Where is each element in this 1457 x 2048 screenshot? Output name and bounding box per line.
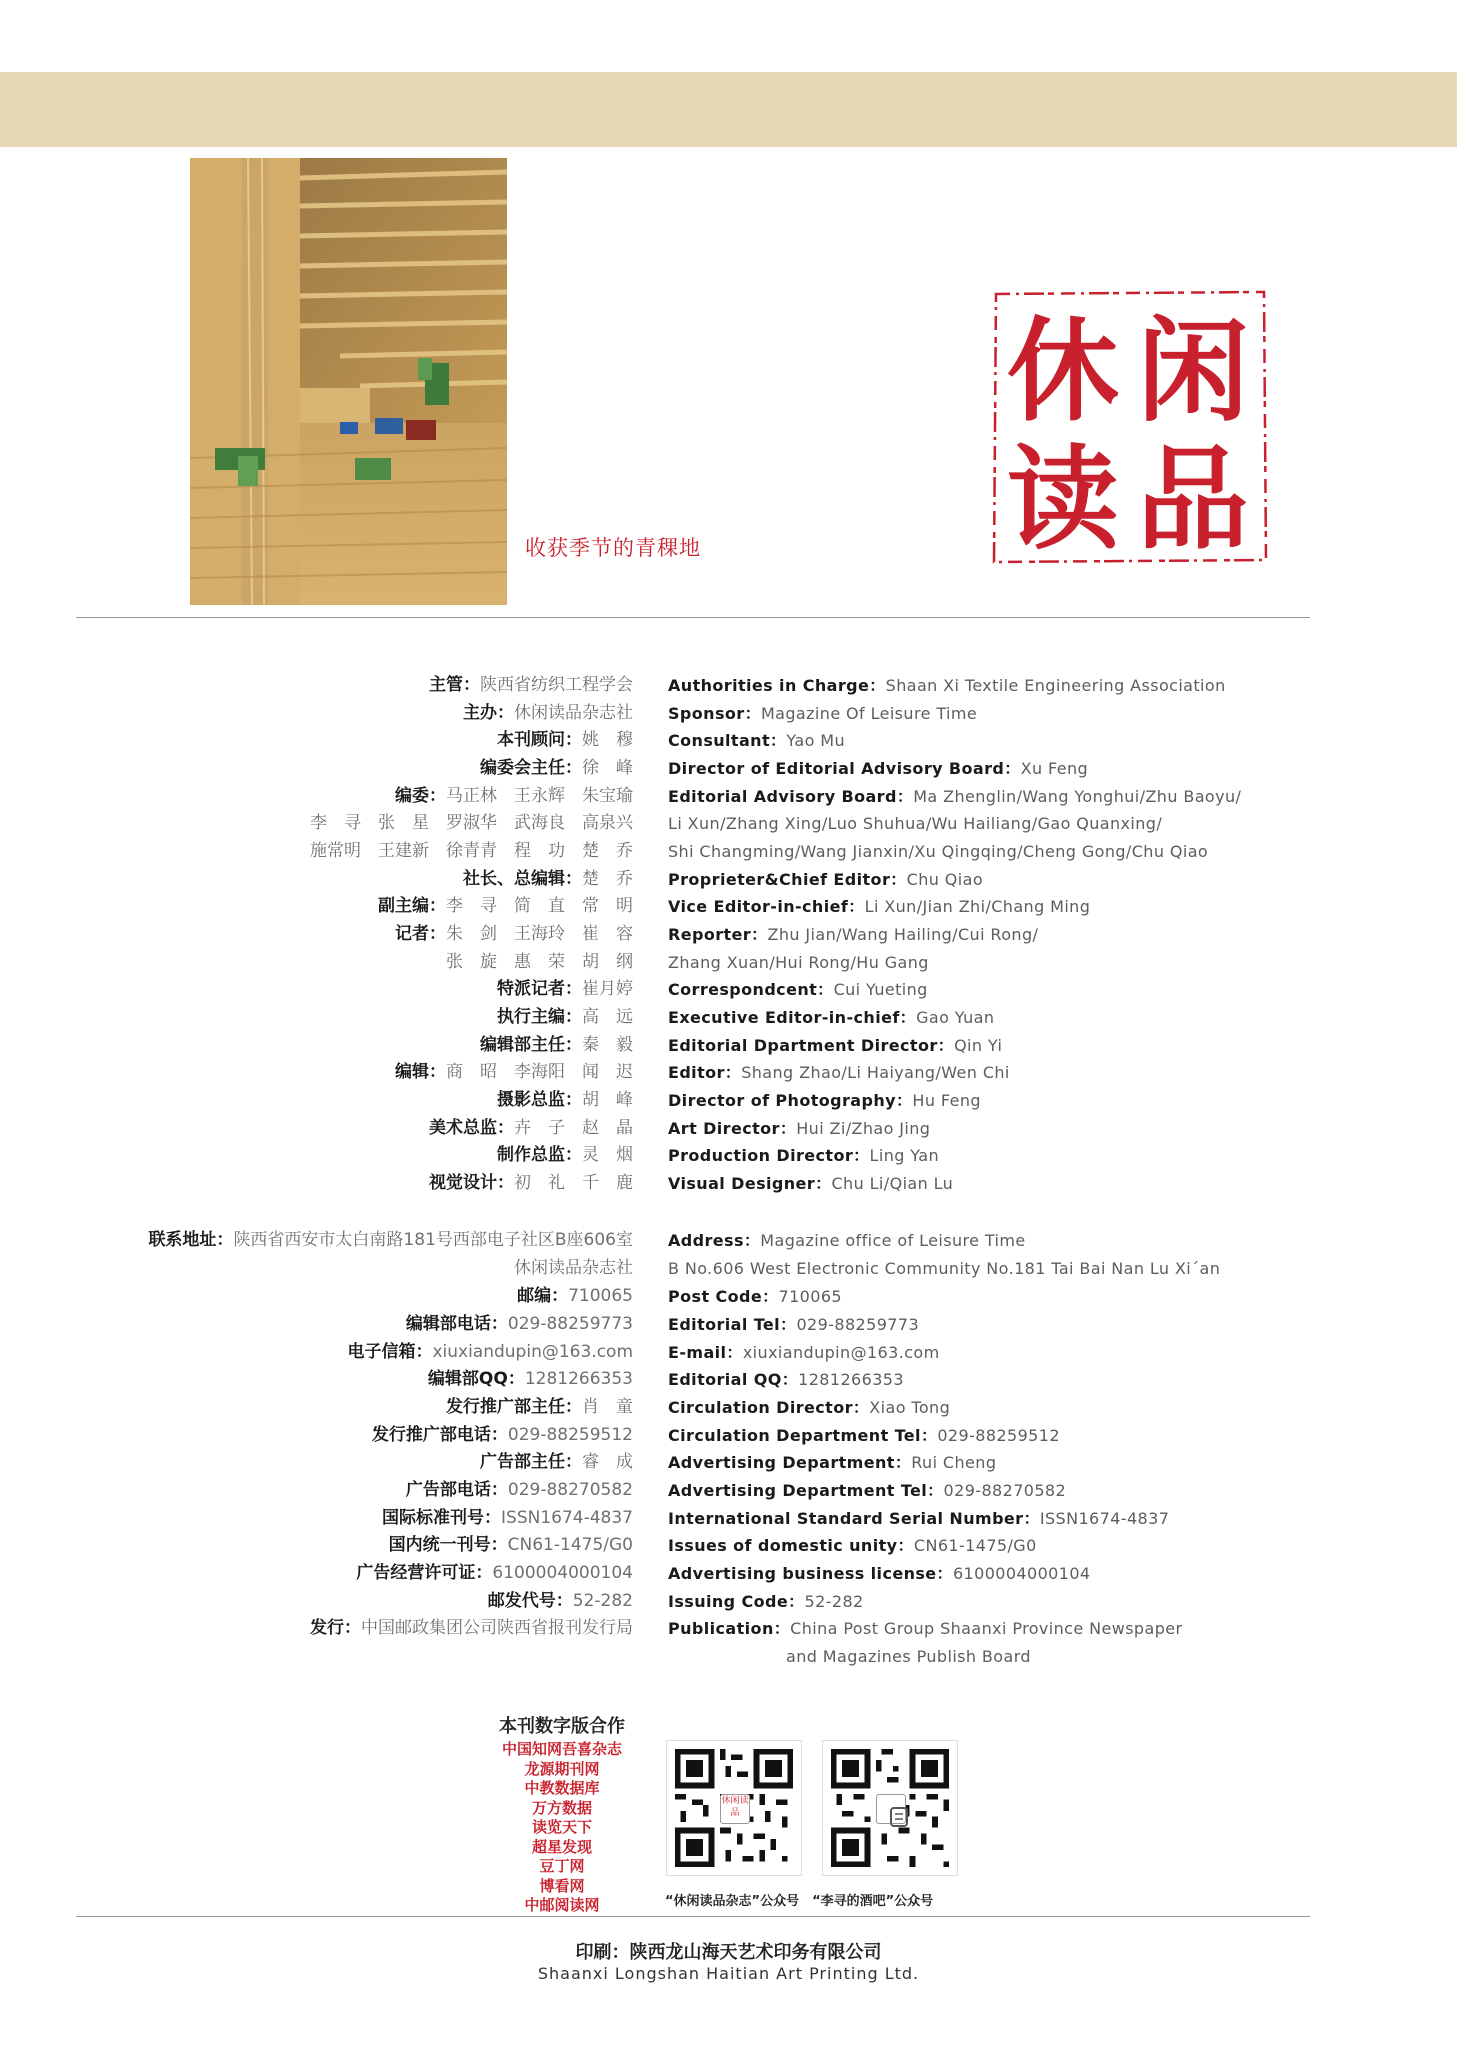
- contact-cn-row: 电子信箱：xiuxiandupin@163.com: [347, 1342, 633, 1362]
- masthead-cn-row: 编辑：商 昭 李海阳 闻 迟: [395, 1062, 633, 1082]
- contact-cn-row: 休闲读品杂志社: [514, 1258, 633, 1278]
- partner-link[interactable]: 博看网: [539, 1876, 585, 1895]
- contact-cn-row: 发行推广部主任：肖 童: [446, 1397, 633, 1417]
- harvest-field-illustration: [190, 158, 507, 605]
- seal-logo-art: [988, 288, 1272, 566]
- masthead-en-row: Proprieter&Chief Editor：Chu Qiao: [668, 870, 984, 889]
- qr-logo-leisure: 休闲读品: [720, 1794, 750, 1824]
- partner-link[interactable]: 中邮阅读网: [524, 1896, 600, 1914]
- svg-text:品: 品: [1137, 434, 1249, 565]
- masthead-cn-row: 记者：朱 剑 王海玲 崔 容: [395, 924, 633, 944]
- masthead-en-row: Sponsor：Magazine Of Leisure Time: [668, 704, 978, 723]
- qr-logo-seal-icon: [876, 1794, 906, 1824]
- top-divider: [76, 617, 1310, 618]
- contact-en-row: B No.606 West Electronic Community No.181 Tai Bai Nan Lu Xi´an: [668, 1259, 1221, 1278]
- partners-title: 本刊数字版合作: [499, 1716, 625, 1737]
- contact-cn-row: 发行推广部电话：029-88259512: [371, 1425, 633, 1445]
- masthead-en-row: Li Xun/Zhang Xing/Luo Shuhua/Wu Hailiang/Gao Quanxing/: [668, 814, 1163, 833]
- masthead-en-row: Vice Editor-in-chief：Li Xun/Jian Zhi/Chang Ming: [668, 897, 1091, 916]
- contact-cn-row: 国际标准刊号：ISSN1674-4837: [382, 1508, 633, 1528]
- masthead-en-row: Director of Photography：Hu Feng: [668, 1091, 981, 1110]
- partner-link[interactable]: 万方数据: [531, 1798, 592, 1817]
- contact-en-row: E-mail：xiuxiandupin@163.com: [668, 1343, 940, 1362]
- contact-en-row: International Standard Serial Number：ISSN1674-4837: [668, 1509, 1170, 1528]
- contact-en-row: Publication：China Post Group Shaanxi Province Newspaper: [668, 1619, 1183, 1638]
- partners-list: [477, 1740, 647, 1916]
- contact-cn-row: 编辑部QQ：1281266353: [427, 1369, 633, 1389]
- contact-en-row: Editorial QQ：1281266353: [668, 1370, 904, 1389]
- seal-logo: [988, 288, 1272, 566]
- qr-code-lixun-bar[interactable]: [822, 1740, 958, 1876]
- masthead-cn-row: 制作总监：灵 烟: [497, 1145, 633, 1165]
- seal-badge-icon: [885, 1803, 913, 1831]
- masthead-en-row: Executive Editor-in-chief：Gao Yuan: [668, 1008, 995, 1027]
- svg-text:读: 读: [1007, 434, 1119, 565]
- qr-code-leisure-magazine[interactable]: [666, 1740, 802, 1876]
- masthead-cn-row: 李 寻 张 星 罗淑华 武海良 高泉兴: [310, 813, 633, 833]
- partner-link[interactable]: 超星发现: [531, 1837, 592, 1856]
- contact-cn-row: 邮发代号：52-282: [487, 1591, 633, 1611]
- masthead-cn-row: 编辑部主任：秦 毅: [480, 1035, 633, 1055]
- contact-cn-row: 广告部主任：睿 成: [480, 1452, 633, 1472]
- masthead-en-row: Editor：Shang Zhao/Li Haiyang/Wen Chi: [668, 1063, 1010, 1082]
- masthead-cn-row: 张 旋 惠 荣 胡 纲: [446, 952, 633, 972]
- masthead-cn-row: 执行主编：高 远: [497, 1007, 633, 1027]
- contact-cn-row: 广告经营许可证：6100004000104: [356, 1563, 633, 1583]
- masthead-cn-row: 摄影总监：胡 峰: [497, 1090, 633, 1110]
- masthead-cn-row: 社长、总编辑：楚 乔: [463, 869, 633, 889]
- masthead-en-row: Shi Changming/Wang Jianxin/Xu Qingqing/Cheng Gong/Chu Qiao: [668, 842, 1209, 861]
- masthead-en-row: Visual Designer：Chu Li/Qian Lu: [668, 1174, 954, 1193]
- contact-en-row: Editorial Tel：029-88259773: [668, 1315, 920, 1334]
- printer-cn: 印刷：陕西龙山海天艺术印务有限公司: [575, 1942, 882, 1963]
- masthead-en-row: Reporter：Zhu Jian/Wang Hailing/Cui Rong/: [668, 925, 1039, 944]
- masthead-en-row: Zhang Xuan/Hui Rong/Hu Gang: [668, 953, 929, 972]
- masthead-cn-row: 视觉设计：初 礼 千 鹿: [429, 1173, 633, 1193]
- masthead-cn-row: 编委：马正林 王永辉 朱宝瑜: [395, 786, 633, 806]
- contact-cn-row: 广告部电话：029-88270582: [405, 1480, 633, 1500]
- contact-en-row: Issuing Code：52-282: [668, 1592, 864, 1611]
- contact-cn-row: 国内统一刊号：CN61-1475/G0: [388, 1535, 633, 1555]
- masthead-en-row: Director of Editorial Advisory Board：Xu Feng: [668, 759, 1089, 778]
- masthead-cn-row: 特派记者：崔月婷: [497, 979, 633, 999]
- masthead-en-row: Production Director：Ling Yan: [668, 1146, 940, 1165]
- contact-en-row: and Magazines Publish Board: [786, 1647, 1031, 1666]
- masthead-en-row: Editorial Advisory Board：Ma Zhenglin/Wang Yonghui/Zhu Baoyu/: [668, 787, 1242, 806]
- masthead-en-row: Correspondcent：Cui Yueting: [668, 980, 928, 999]
- masthead-cn-row: 美术总监：卉 子 赵 晶: [429, 1118, 633, 1138]
- masthead-en-row: Consultant：Yao Mu: [668, 731, 846, 750]
- contact-cn-row: 编辑部电话：029-88259773: [405, 1314, 633, 1334]
- harvest-field-photo: [190, 158, 507, 605]
- masthead-cn-row: 副主编：李 寻 简 直 常 明: [378, 896, 633, 916]
- header-band: [0, 72, 1457, 147]
- masthead-cn-row: 施常明 王建新 徐青青 程 功 楚 乔: [310, 841, 633, 861]
- masthead-en-row: Editorial Dpartment Director：Qin Yi: [668, 1036, 1003, 1055]
- contact-en-row: Circulation Department Tel：029-88259512: [668, 1426, 1060, 1445]
- contact-en-row: Post Code：710065: [668, 1287, 842, 1306]
- masthead-cn-row: 主管：陕西省纺织工程学会: [429, 675, 633, 695]
- svg-text:休: 休: [1007, 306, 1119, 437]
- bottom-divider: [76, 1916, 1310, 1917]
- contact-en-row: Circulation Director：Xiao Tong: [668, 1398, 951, 1417]
- masthead-cn-row: 主办：休闲读品杂志社: [463, 703, 633, 723]
- contact-en-row: Address：Magazine office of Leisure Time: [668, 1231, 1026, 1250]
- contact-cn-row: 发行：中国邮政集团公司陕西省报刊发行局: [310, 1618, 633, 1638]
- masthead-cn-row: 编委会主任：徐 峰: [480, 758, 633, 778]
- contact-en-row: Advertising Department：Rui Cheng: [668, 1453, 997, 1472]
- contact-en-row: Issues of domestic unity：CN61-1475/G0: [668, 1536, 1037, 1555]
- contact-cn-row: 邮编：710065: [517, 1286, 633, 1306]
- partner-link[interactable]: 龙源期刊网: [524, 1759, 600, 1778]
- masthead-cn-row: 本刊顾问：姚 穆: [497, 730, 633, 750]
- partner-link[interactable]: 中国知网吾喜杂志: [501, 1740, 622, 1758]
- contact-cn-row: 联系地址：陕西省西安市太白南路181号西部电子社区B座606室: [148, 1230, 633, 1250]
- partner-link[interactable]: 读览天下: [531, 1818, 592, 1836]
- masthead-en-row: Art Director：Hui Zi/Zhao Jing: [668, 1119, 931, 1138]
- photo-caption: 收获季节的青稞地: [525, 536, 701, 560]
- printer-en: Shaanxi Longshan Haitian Art Printing Ltd.: [537, 1964, 920, 1983]
- masthead-en-row: Authorities in Charge：Shaan Xi Textile Engineering Association: [668, 676, 1226, 695]
- svg-text:闲: 闲: [1137, 306, 1249, 437]
- contact-en-row: Advertising Department Tel：029-88270582: [668, 1481, 1067, 1500]
- partner-link[interactable]: 豆丁网: [539, 1857, 585, 1875]
- contact-en-row: Advertising business license：6100004000104: [668, 1564, 1091, 1583]
- partner-link[interactable]: 中教数据库: [524, 1779, 600, 1797]
- qr-caption: “休闲读品杂志”公众号 “李寻的酒吧”公众号: [665, 1894, 934, 1909]
